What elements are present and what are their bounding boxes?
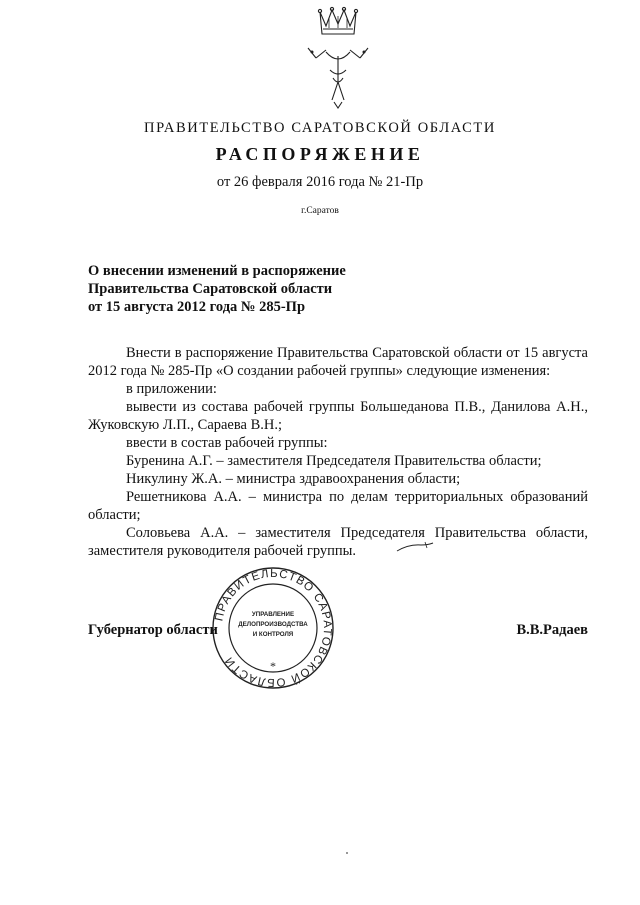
subject-line: от 15 августа 2012 года № 285-Пр — [88, 299, 306, 315]
body-line: вывести из состава рабочей группы Большеданова П.В., Данилова А.Н., — [126, 399, 588, 415]
document-subject — [88, 262, 428, 316]
official-seal — [211, 566, 335, 690]
body-line: 2012 года № 285-Пр «О создании рабочей группы» следующие изменения: — [88, 363, 551, 379]
body-line: области; — [88, 507, 141, 523]
handwritten-signature — [395, 540, 435, 554]
subject-line: Правительства Саратовской области — [88, 281, 333, 297]
seal-center-line: И КОНТРОЛЯ — [252, 631, 294, 638]
government-heading: ПРАВИТЕЛЬСТВО САРАТОВСКОЙ ОБЛАСТИ — [144, 120, 496, 136]
body-line: ввести в состав рабочей группы: — [126, 435, 328, 451]
saratov-region-emblem-icon — [300, 6, 376, 118]
document-date-number: от 26 февраля 2016 года № 21-Пр — [216, 174, 424, 190]
body-line: Решетникова А.А. – министра по делам территориальных образований — [126, 489, 588, 505]
signer-name: В.В.Радаев — [516, 622, 588, 638]
document-city: г.Саратов — [301, 206, 339, 216]
body-line: Внести в распоряжение Правительства Саратовской области от 15 августа — [126, 345, 588, 361]
seal-center-line: ДЕЛОПРОИЗВОДСТВА — [238, 621, 308, 628]
svg-text:ПРАВИТЕЛЬСТВО САРАТОВСКОЙ ОБЛА: ПРАВИТЕЛЬСТВО САРАТОВСКОЙ ОБЛАСТИ — [213, 567, 334, 689]
seal-star: * — [270, 659, 276, 673]
body-line: Жуковскую Л.П., Сараева В.Н.; — [88, 417, 283, 433]
seal-center-line: УПРАВЛЕНИЕ — [251, 611, 295, 618]
body-line: Буренина А.Г. – заместителя Председателя Правительства области; — [126, 453, 542, 469]
body-line: в приложении: — [126, 381, 217, 397]
subject-line: О внесении изменений в распоряжение — [88, 263, 346, 279]
signer-position: Губернатор области — [88, 622, 218, 638]
body-line: Соловьева А.А. – заместителя Председателя Правительства области, — [126, 525, 588, 541]
document-body — [88, 344, 588, 560]
scan-speck — [346, 852, 348, 854]
body-line: Никулину Ж.А. – министра здравоохранения области; — [126, 471, 461, 487]
body-line: заместителя руководителя рабочей группы. — [88, 543, 357, 559]
document-type-title: РАСПОРЯЖЕНИЕ — [215, 144, 425, 164]
